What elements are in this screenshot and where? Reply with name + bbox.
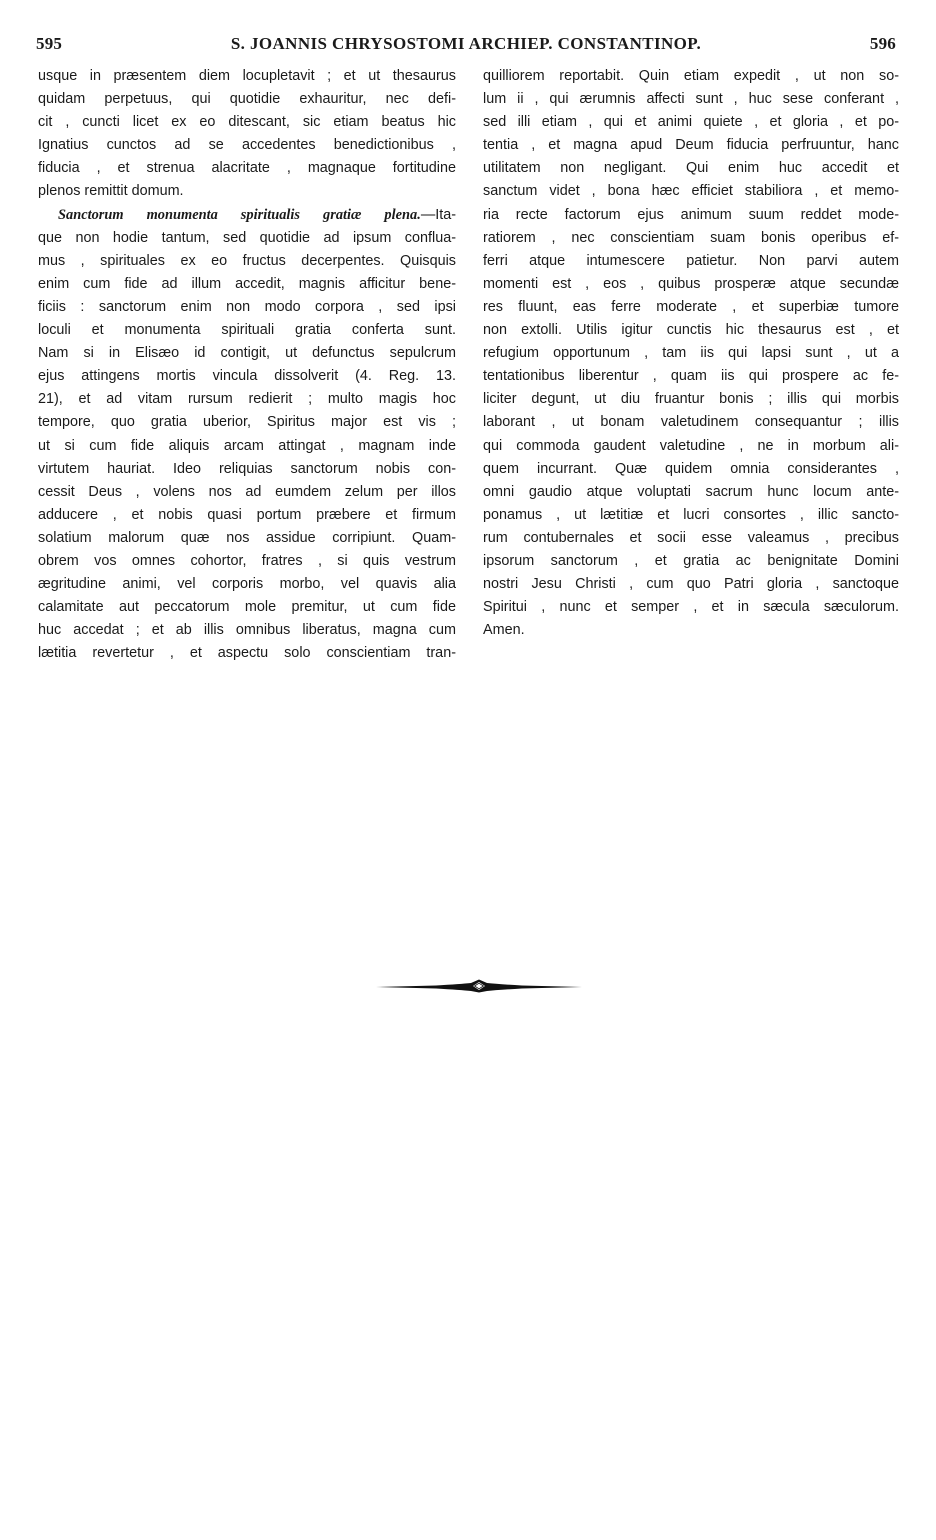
text-line: nostri Jesu Christi , cum quo Patri gloria , sanctoque bbox=[483, 576, 899, 593]
text-line: lum ii , qui ærumnis affecti sunt , huc sese conferant , bbox=[483, 91, 899, 108]
text-line: ferri atque intumescere patietur. Non parvi autem bbox=[483, 252, 899, 269]
text-line: calamitate aut peccatorum mole premitur, ut cum fide bbox=[38, 599, 456, 616]
text-line: obrem vos omnes cohortor, fratres , si quis vestrum bbox=[38, 552, 456, 569]
text-line: cit , cuncti licet ex eo ditescant, sic etiam beatus hic bbox=[38, 114, 456, 131]
text-line: sed illi etiam , qui et animi quiete , et gloria , et po- bbox=[483, 114, 899, 131]
text-line: tentationibus liberentur , quam iis qui prospere ac fe- bbox=[483, 368, 899, 385]
section-heading-line bbox=[38, 204, 456, 227]
text-line: ut si cum fide aliquis arcam attingat , magnam inde bbox=[38, 437, 456, 454]
text-line: virtutem hauriat. Ideo reliquias sanctorum nobis con- bbox=[38, 460, 456, 477]
text-line: adducere , et nobis quasi portum præbere et firmum bbox=[38, 506, 456, 523]
text-line: enim cum fide ad illum accedit, magnis afficitur bene- bbox=[38, 275, 456, 292]
page-header bbox=[36, 34, 896, 56]
text-line: solatium malorum quæ nos assidue corripiunt. Quam- bbox=[38, 529, 456, 546]
text-line: ejus attingens mortis vincula dissolverit (4. Reg. 13. bbox=[38, 368, 456, 385]
text-line: ria recte factorum ejus animum suum reddet mode- bbox=[483, 206, 899, 223]
text-line: quidam perpetuus, qui quotidie exhauritur, nec defi- bbox=[38, 91, 456, 108]
text-line: ponamus , ut lætitiæ et lucri consortes , illic sancto- bbox=[483, 506, 899, 523]
running-title: S. JOANNIS CHRYSOSTOMI ARCHIEP. CONSTANTINOP. bbox=[230, 34, 702, 53]
text-line: ratiorem , nec conscientiam suam bonis operibus ef- bbox=[483, 229, 899, 246]
text-line: quem incurrant. Quæ quidem omnia considerantes , bbox=[483, 460, 899, 477]
text-line: Ignatius cunctos ad se accedentes benedictionibus , bbox=[38, 137, 456, 154]
left-column bbox=[38, 65, 456, 665]
text-line: ægritudine animi, vel corporis morbo, vel quavis alia bbox=[38, 576, 456, 593]
text-line: Nam si in Elisæo id contigit, ut defunctus sepulcrum bbox=[38, 345, 456, 362]
text-line: cessit Deus , volens nos ad eumdem zelum per illos bbox=[38, 483, 456, 500]
section-heading-tail: —Ita- bbox=[420, 206, 456, 223]
text-line: omni gaudio atque voluptati sacrum hunc locum ante- bbox=[483, 483, 899, 500]
text-line: tentia , et magna apud Deum fiducia perfruuntur, hanc bbox=[483, 137, 899, 154]
text-line: Spiritui , nunc et semper , et in sæcula sæculorum. bbox=[483, 599, 899, 616]
text-line: tempore, quo gratia uberior, Spiritus major est vis ; bbox=[38, 414, 456, 431]
right-column bbox=[483, 65, 899, 642]
page-number-right: 596 bbox=[869, 34, 896, 53]
text-line: 21), et ad vitam rursum redierit ; multo magis hoc bbox=[38, 391, 456, 408]
text-line: loculi et monumenta spirituali gratia conferta sunt. bbox=[38, 322, 456, 339]
text-line: mus , spirituales ex eo fructus decerpentes. Quisquis bbox=[38, 252, 456, 269]
text-line: liciter degunt, ut diu fruantur bonis ; illis qui morbis bbox=[483, 391, 899, 408]
text-line: ficiis : sanctorum enim non modo corpora , sed ipsi bbox=[38, 298, 456, 315]
text-line: qui commoda gaudent valetudine , ne in morbum ali- bbox=[483, 437, 899, 454]
section-heading: Sanctorum monumenta spiritualis gratiæ plena. bbox=[58, 206, 421, 223]
text-line: Amen. bbox=[483, 622, 525, 639]
text-line: huc accedat ; et ab illis omnibus liberatus, magna cum bbox=[38, 622, 456, 639]
page-number-left: 595 bbox=[36, 34, 63, 53]
text-line: que non hodie tantum, sed quotidie ad ipsum confluа- bbox=[38, 229, 456, 246]
text-line: lætitia revertetur , et aspectu solo conscientiam tran- bbox=[38, 645, 456, 662]
text-line: ipsorum sanctorum , et gratia ac benignitate Domini bbox=[483, 552, 899, 569]
text-line: fiducia , et strenua alacritate , magnaque fortitudine bbox=[38, 160, 456, 177]
text-line: plenos remittit domum. bbox=[38, 183, 184, 200]
text-line: momenti est , eos , quibus prosperæ atque secundæ bbox=[483, 275, 899, 292]
text-line: laborant , ut bonam valetudinem consequantur ; illis bbox=[483, 414, 899, 431]
text-line: sanctum videt , bona hæc efficiet stabiliora , et memo- bbox=[483, 183, 899, 200]
text-line: usque in præsentem diem locupletavit ; et ut thesaurus bbox=[38, 68, 456, 84]
text-line: res fluunt, eas ferre moderate , et superbiæ tumore bbox=[483, 298, 899, 315]
end-ornament bbox=[376, 978, 582, 994]
text-line: rum contubernales et socii esse valeamus , precibus bbox=[483, 529, 899, 546]
text-line: quilliorem reportabit. Quin etiam expedit , ut non so- bbox=[483, 68, 899, 84]
text-line: non extolli. Utilis igitur cunctis hic thesaurus est , et bbox=[483, 322, 899, 339]
text-line: utilitatem non negligant. Qui enim huc accedit et bbox=[483, 160, 899, 177]
text-line: refugium opportunum , tam iis qui lapsi sunt , ut a bbox=[483, 345, 899, 362]
